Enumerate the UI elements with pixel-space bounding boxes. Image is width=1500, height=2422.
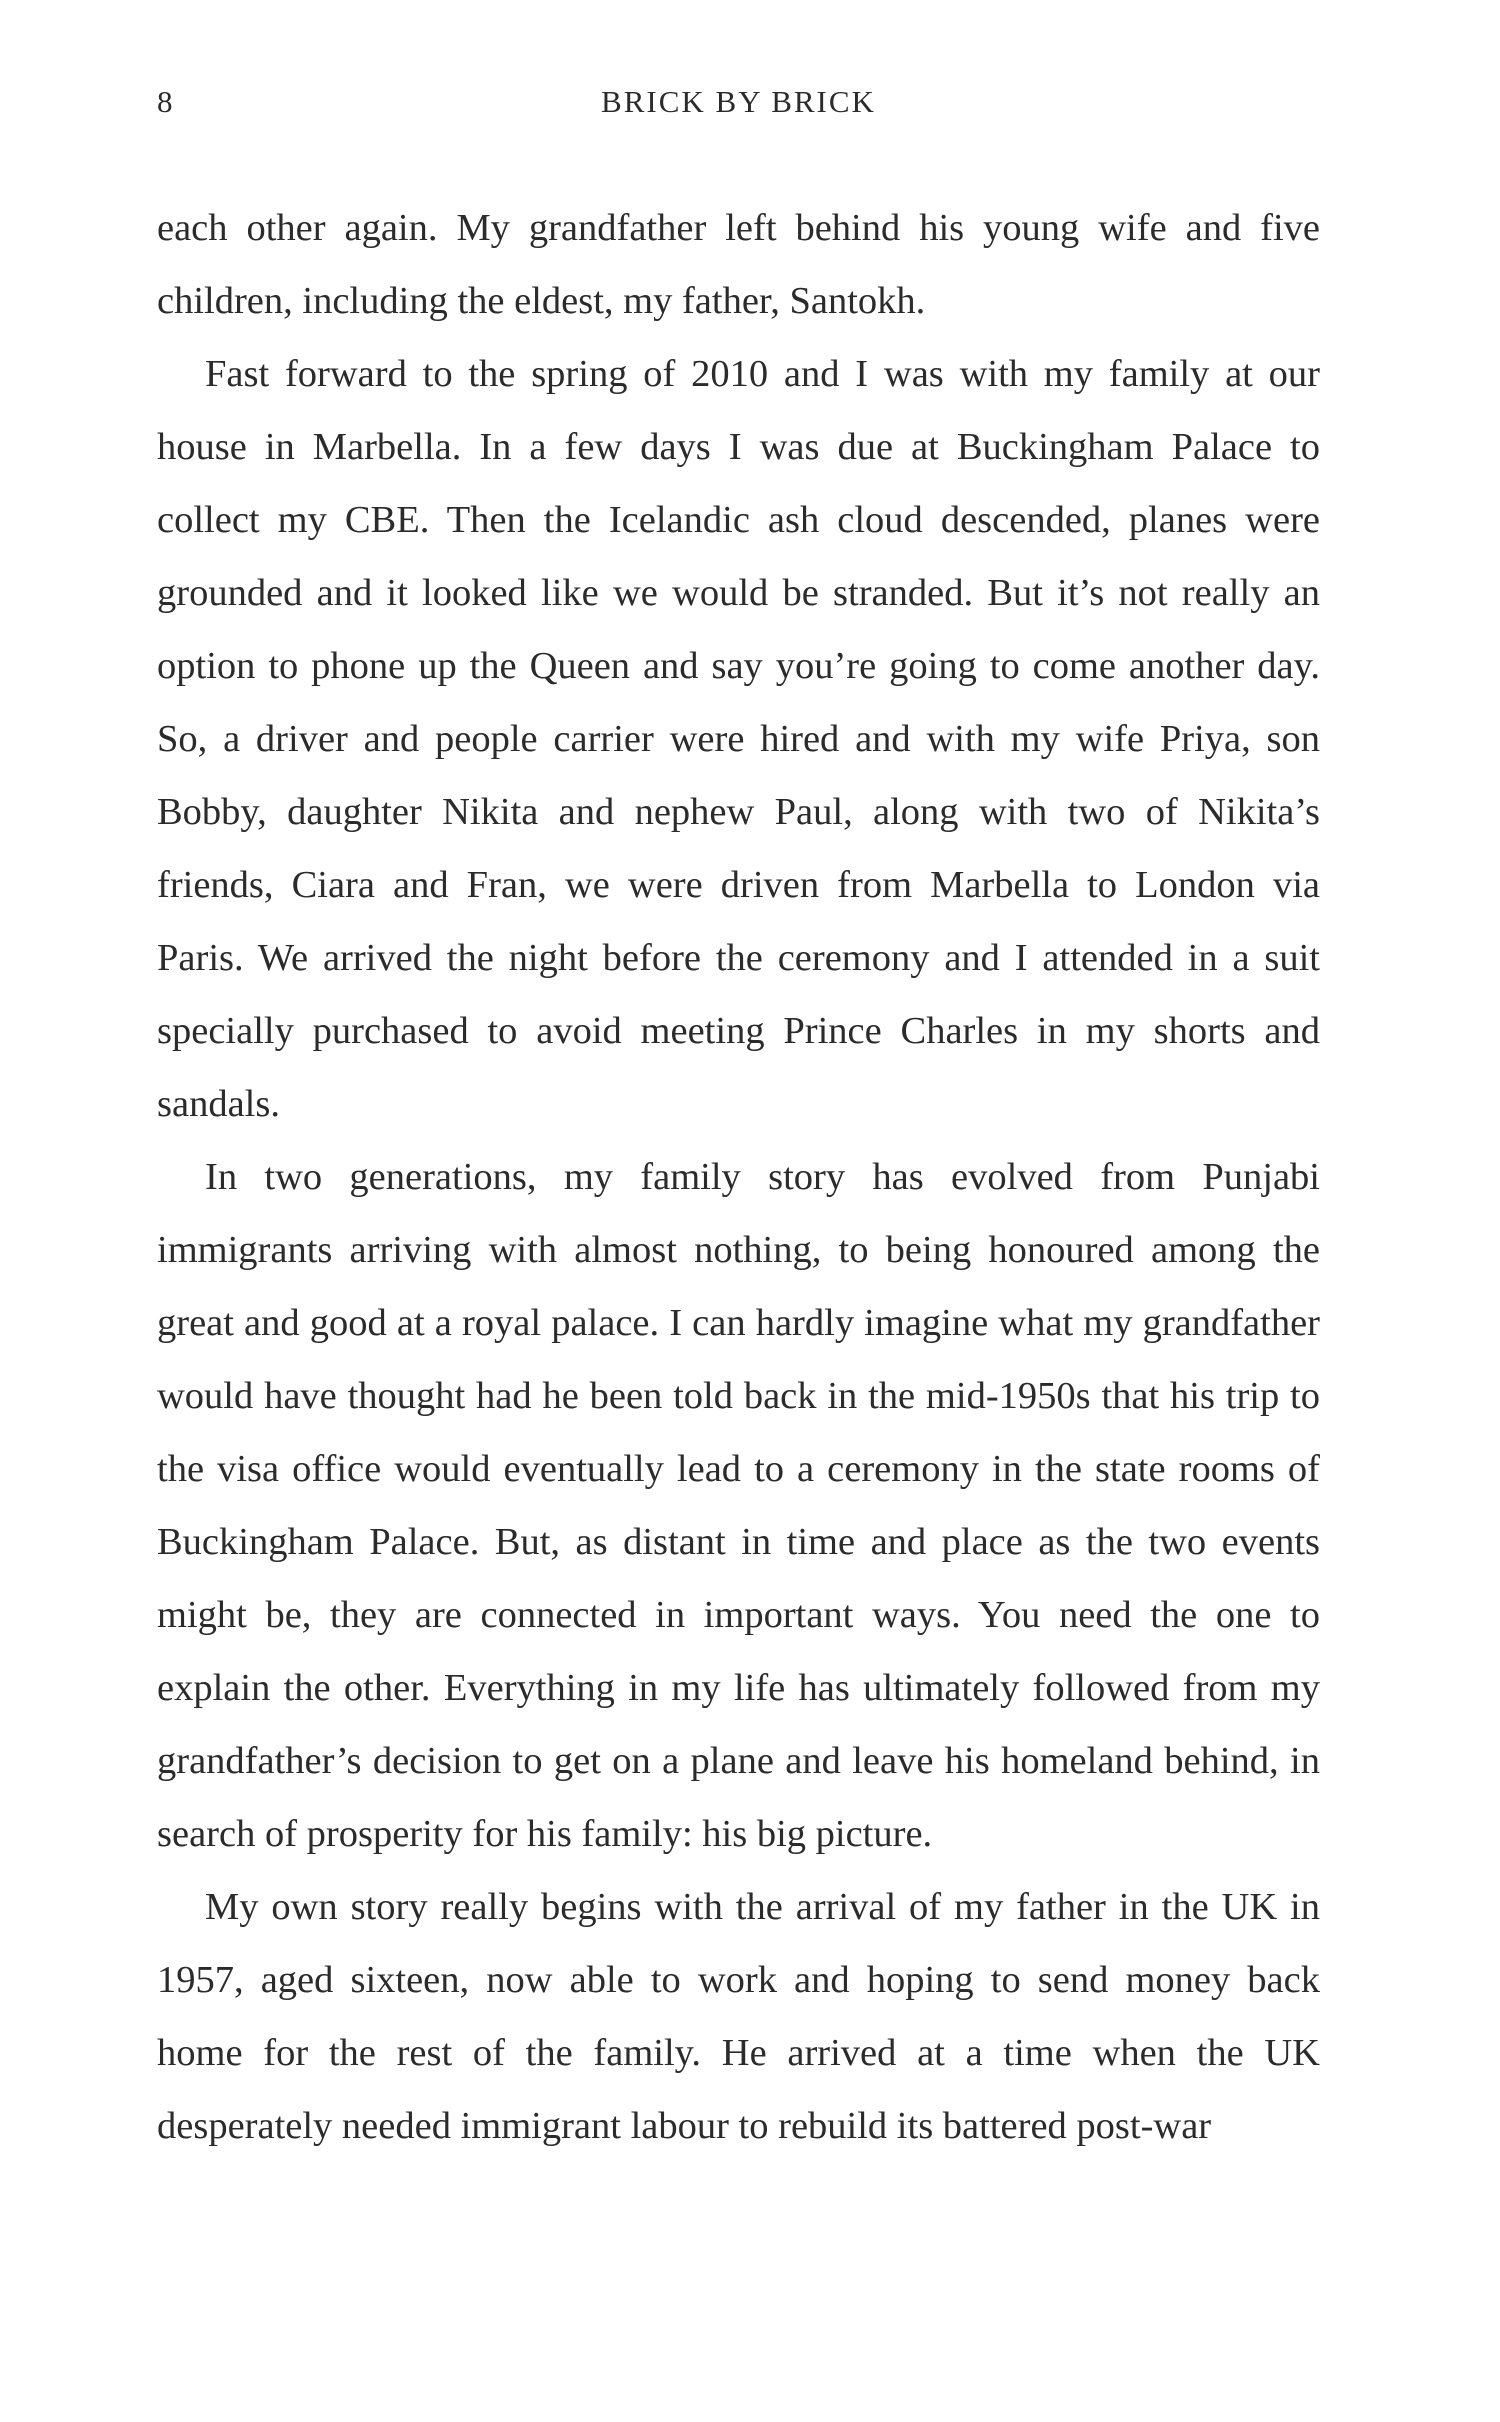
book-title: BRICK BY BRICK	[601, 84, 876, 119]
paragraph: Fast forward to the spring of 2010 and I was with my family at our house in Marbella. In a few days I was due at Buckingham Palace to collect my CBE. Then the Icelandic ash cloud descended, planes were grounded and it looked like we would be stranded. But it’s not really an option to phone up the Queen and say you’re going to come another day. So, a driver and people carrier were hired and with my wife Priya, son Bobby, daughter Nikita and nephew Paul, along with two of Nikita’s friends, Ciara and Fran, we were driven from Marbella to London via Paris. We arrived the night before the ceremony and I attended in a suit specially purchased to avoid meeting Prince Charles in my shorts and sandals.	[157, 353, 1320, 1125]
page-number: 8	[157, 84, 173, 119]
body-text	[157, 192, 1320, 2163]
paragraph: My own story really begins with the arrival of my father in the UK in 1957, aged sixteen, now able to work and hoping to send money back home for the rest of the family. He arrived at a time when the UK desperately needed immigrant labour to rebuild its battered post-war	[157, 1886, 1320, 2147]
paragraph: In two generations, my family story has evolved from Punjabi immigrants arriving with almost nothing, to being honoured among the great and good at a royal palace. I can hardly imagine what my grandfather would have thought had he been told back in the mid-1950s that his trip to the visa office would eventually lead to a ceremony in the state rooms of Buckingham Palace. But, as distant in time and place as the two events might be, they are connected in important ways. You need the one to explain the other. Everything in my life has ultimately followed from my grandfather’s decision to get on a plane and leave his homeland behind, in search of prosperity for his family: his big picture.	[157, 1156, 1320, 1855]
paragraph: each other again. My grandfather left behind his young wife and five children, including the eldest, my father, Santokh.	[157, 207, 1320, 322]
running-head	[157, 82, 1320, 122]
